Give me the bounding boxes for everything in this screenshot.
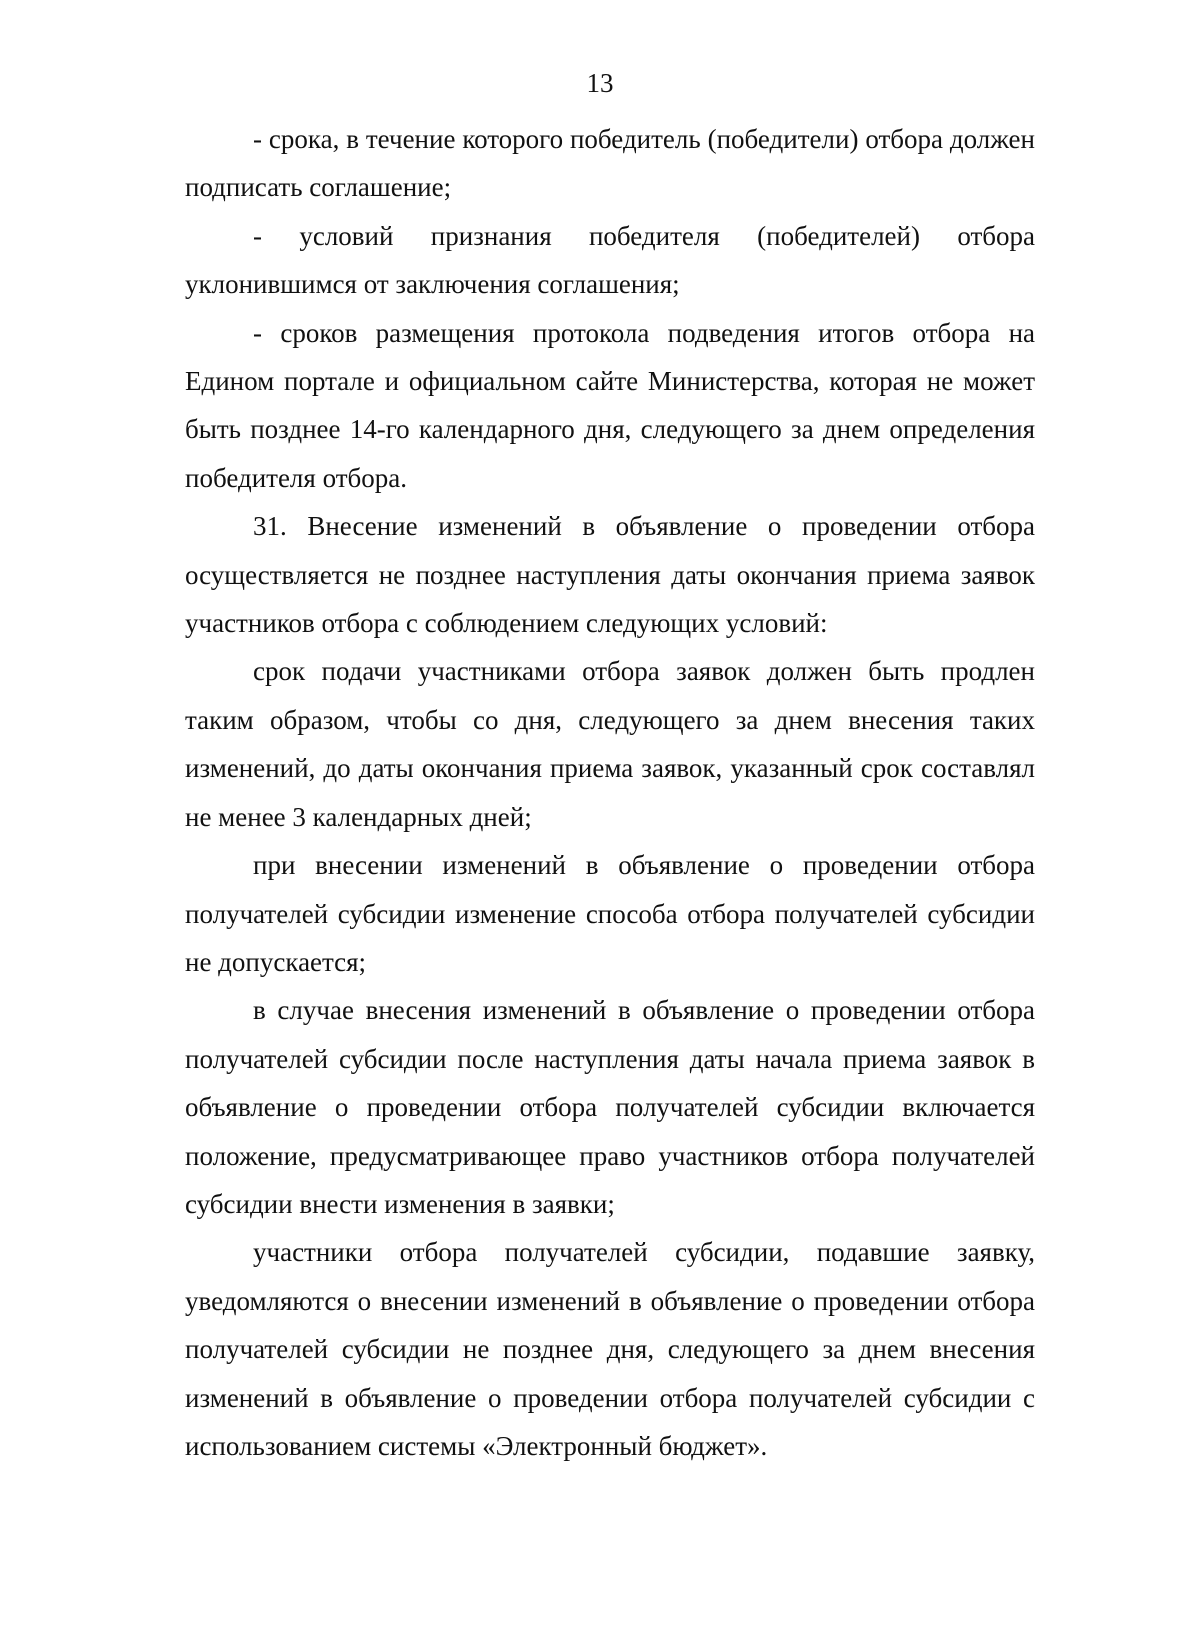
- paragraph-deadline-extension: срок подачи участниками отбора заявок должен быть продлен таким образом, чтобы со дня, следующего за днем внесения таких изменений, до даты окончания приема заявок, указанный срок составлял не менее 3 календарных дней;: [185, 656, 1035, 832]
- paragraph-participant-notification: участники отбора получателей субсидии, подавшие заявку, уведомляются о внесении изменений в объявление о проведении отбора получателей субсидии не позднее дня, следующего за днем внесения изменений в объявление о проведении отбора получателей субсидии с использованием системы «Электронный бюджет».: [185, 1237, 1035, 1461]
- paragraph-protocol-publication: - сроков размещения протокола подведения итогов отбора на Едином портале и официальном сайте Министерства, которая не может быть позднее 14-го календарного дня, следующего за днем определения победителя отбора.: [185, 317, 1035, 493]
- paragraph-clause-31: 31. Внесение изменений в объявление о проведении отбора осуществляется не позднее наступления даты окончания приема заявок участников отбора с соблюдением следующих условий:: [185, 511, 1035, 639]
- document-body: [185, 115, 1035, 1470]
- page-number: 13: [586, 68, 614, 98]
- paragraph-evasion-conditions: - условий признания победителя (победителей) отбора уклонившимся от заключения соглашения;: [185, 220, 1035, 300]
- paragraph-agreement-deadline: - срока, в течение которого победитель (победители) отбора должен подписать соглашение;: [185, 124, 1035, 203]
- paragraph-method-unchanged: при внесении изменений в объявление о проведении отбора получателей субсидии изменение способа отбора получателей субсидии не допускается;: [185, 850, 1035, 977]
- paragraph-application-changes: в случае внесения изменений в объявление о проведении отбора получателей субсидии после наступления даты начала приема заявок в объявление о проведении отбора получателей субсидии включается положение, предусматривающее право участников отбора получателей субсидии внести изменения в заявки;: [185, 995, 1035, 1219]
